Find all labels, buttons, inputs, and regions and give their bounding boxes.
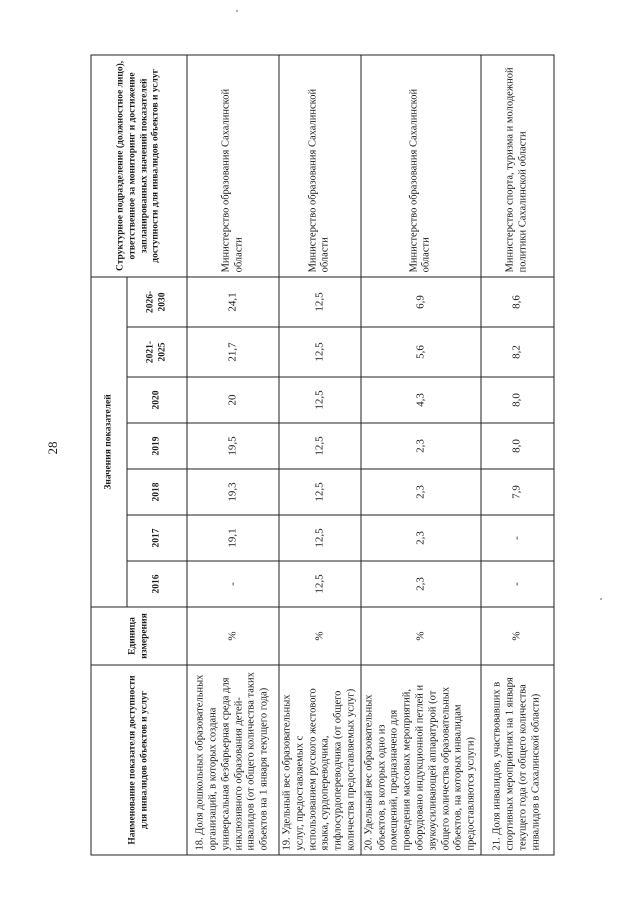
unit-cell: % [481, 607, 554, 665]
value-cell: 12,5 [279, 377, 361, 423]
header-year: 2026-2030 [127, 276, 187, 326]
unit-cell: % [361, 607, 481, 665]
value-cell: 12,5 [279, 327, 361, 377]
scan-speck [600, 598, 602, 600]
value-cell: 5,6 [361, 327, 481, 377]
value-cell: 19,5 [187, 423, 279, 469]
scan-speck [236, 10, 238, 12]
value-cell: 12,5 [279, 423, 361, 469]
value-cell: 21,7 [187, 327, 279, 377]
indicator-name: 18. Доля дошкольных образовательных организаций, в которых создана универсальная безбарьерная среда для инклюзивного образования детей-инвалидов (от общего количества таких объектов на 1 января текущего года) [187, 665, 279, 855]
header-responsible-department: Структурное подразделение (должностное лицо), ответственное за мониторинг и достижение запланированных значений показателей доступности для инвалидов объектов и услуг [91, 54, 187, 276]
table-row [481, 54, 554, 854]
header-year: 2020 [127, 377, 187, 423]
indicator-name: 19. Удельный вес образовательных услуг, предоставляемых с использованием русского жестового языка, сурдопереводчика, тифлосурдопереводчика (от общего количества предоставляемых услуг) [279, 665, 361, 855]
value-cell: 19,1 [187, 515, 279, 561]
value-cell: - [481, 561, 554, 607]
header-year: 2018 [127, 469, 187, 515]
value-cell: 2,3 [361, 561, 481, 607]
value-cell: - [481, 515, 554, 561]
value-cell: 12,5 [279, 276, 361, 326]
value-cell: 12,5 [279, 469, 361, 515]
rotated-table-container [91, 55, 546, 855]
value-cell: 4,3 [361, 377, 481, 423]
value-cell: 8,0 [481, 423, 554, 469]
value-cell: 8,6 [481, 276, 554, 326]
table-row [361, 54, 481, 854]
table-row [187, 54, 279, 854]
header-indicator-name: Наименование показателя доступности для инвалидов объектов и услуг [91, 665, 187, 855]
value-cell: 8,0 [481, 377, 554, 423]
value-cell: 2,3 [361, 423, 481, 469]
header-year: 2016 [127, 561, 187, 607]
responsible-department: Министерство спорта, туризма и молодежной политики Сахалинской области [481, 54, 554, 276]
value-cell: 24,1 [187, 276, 279, 326]
value-cell: 2,3 [361, 515, 481, 561]
table-row [279, 54, 361, 854]
responsible-department: Министерство образования Сахалинской области [361, 54, 481, 276]
value-cell: 7,9 [481, 469, 554, 515]
responsible-department: Министерство образования Сахалинской области [187, 54, 279, 276]
value-cell: 12,5 [279, 561, 361, 607]
value-cell: 12,5 [279, 515, 361, 561]
indicator-name: 20. Удельный вес образовательных объектов, в которых одно из помещений, предназначено для проведения массовых мероприятий, оборудовано индукционной петлей и звукоусиливающей аппаратурой (от общего количества образовательных объектов, на которых инвалидам предоставляются услуги) [361, 665, 481, 855]
unit-cell: % [279, 607, 361, 665]
value-cell: - [187, 561, 279, 607]
value-cell: 19,3 [187, 469, 279, 515]
header-year: 2017 [127, 515, 187, 561]
header-unit: Единица измерения [91, 607, 187, 665]
accessibility-indicators-table [91, 54, 555, 855]
responsible-department: Министерство образования Сахалинской области [279, 54, 361, 276]
header-year: 2021-2025 [127, 327, 187, 377]
indicator-name: 21. Доля инвалидов, участвовавших в спортивных мероприятиях на 1 января текущего года (от общего количества инвалидов в Сахалинской области) [481, 665, 554, 855]
unit-cell: % [187, 607, 279, 665]
value-cell: 8,2 [481, 327, 554, 377]
value-cell: 2,3 [361, 469, 481, 515]
page-number: 28 [45, 441, 60, 455]
value-cell: 6,9 [361, 276, 481, 326]
value-cell: 20 [187, 377, 279, 423]
header-year: 2019 [127, 423, 187, 469]
header-values-group: Значения показателей [91, 276, 127, 606]
